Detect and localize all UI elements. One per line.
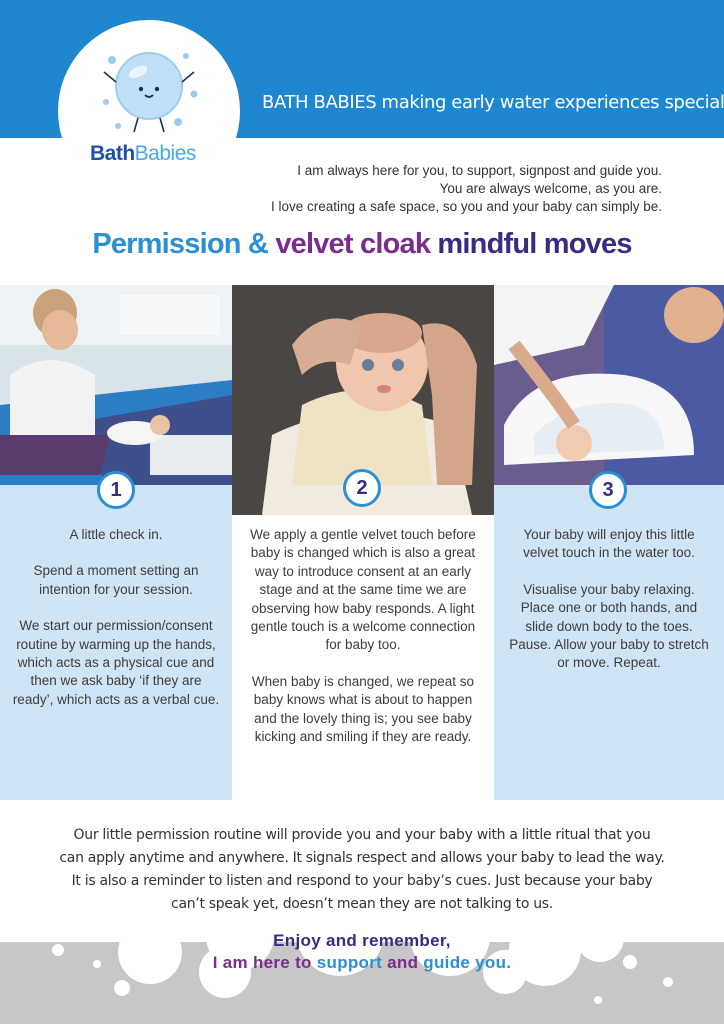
title-part-permission: Permission &	[92, 228, 276, 260]
intro-text	[271, 162, 662, 216]
signoff-text: I am here to	[212, 953, 317, 972]
signoff-highlight-guide: guide you.	[423, 953, 512, 972]
step-number-badge: 1	[97, 471, 135, 509]
title-part-mindful: mindful moves	[437, 228, 632, 260]
signoff-text: and	[382, 953, 424, 972]
photo-baby-in-bath-tub	[494, 285, 724, 485]
step-paragraph: When baby is changed, we repeat so baby knows what is about to happen and the lovely thing is; you see baby kicking and smiling if they are ready.	[251, 673, 475, 745]
signoff-line-1: Enjoy and remember,	[273, 931, 451, 950]
step-2-text	[246, 526, 480, 746]
logo-word-babies: Babies	[134, 142, 196, 165]
title-part-velvet: velvet cloak	[275, 228, 438, 260]
step-1-text	[10, 526, 222, 709]
closing-line: Our little permission routine will provide you and your baby with a little ritual that you	[73, 827, 651, 843]
step-number-badge: 3	[589, 471, 627, 509]
intro-line: I love creating a safe space, so you and your baby can simply be.	[271, 199, 662, 214]
closing-line: can apply anytime and anywhere. It signals respect and allows your baby to lead the way.	[59, 850, 665, 866]
brand-logo-text	[90, 142, 210, 166]
step-paragraph: We start our permission/consent routine by warming up the hands, which acts as a physical cue and then we ask baby ‘if they are ready’, which acts as a verbal cue.	[12, 618, 220, 707]
page-title	[0, 228, 724, 261]
intro-line: You are always welcome, as you are.	[439, 181, 662, 196]
intro-line: I am always here for you, to support, signpost and guide you.	[297, 163, 662, 178]
step-paragraph: Your baby will enjoy this little velvet touch in the water too.	[523, 527, 695, 561]
header-tagline: BATH BABIES making early water experiences special	[262, 92, 724, 113]
signoff-message	[0, 930, 724, 974]
step-paragraph: Visualise your baby relaxing. Place one or both hands, and slide down body to the toes. Pause. Allow your baby to stretch or move. Repeat.	[509, 581, 709, 671]
step-number-badge: 2	[343, 469, 381, 507]
closing-paragraph	[0, 824, 724, 916]
step-paragraph: A little check in.	[69, 527, 163, 542]
closing-line: can’t speak yet, doesn’t mean they are not talking to us.	[171, 896, 553, 912]
logo-word-bath: Bath	[90, 142, 135, 165]
step-paragraph: We apply a gentle velvet touch before baby is changed which is also a great way to introduce consent at an early stage and at the same time we are observing how baby responds. A light gentle touch is a welcome connection for baby too.	[250, 527, 476, 653]
bubble-mascot-icon	[94, 42, 204, 142]
photo-instructor-warming-hands	[0, 285, 232, 485]
closing-line: It is also a reminder to listen and respond to your baby’s cues. Just because your baby	[71, 873, 653, 889]
signoff-highlight-support: support	[316, 953, 383, 972]
step-paragraph: Spend a moment setting an intention for your session.	[33, 563, 199, 597]
step-3-text	[506, 526, 712, 673]
signoff-line-2	[0, 952, 724, 974]
